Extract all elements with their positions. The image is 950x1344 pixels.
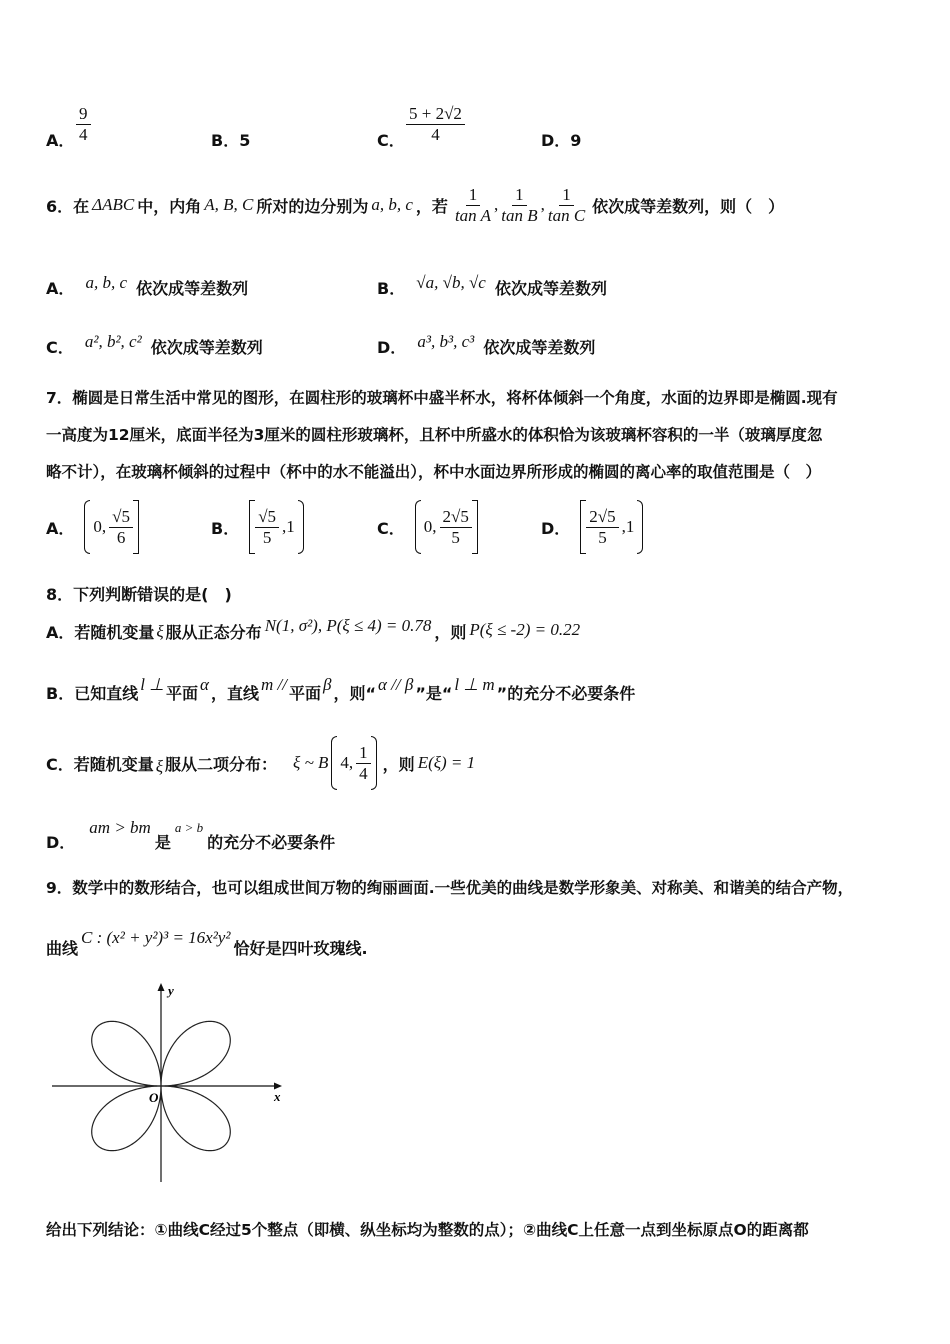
q8-c-m1: ξ ~ B bbox=[293, 753, 329, 772]
y-axis-arrow bbox=[158, 983, 165, 991]
option-label: D． bbox=[377, 338, 407, 357]
q6-option-a bbox=[46, 273, 249, 299]
frac-num: 9 bbox=[76, 104, 91, 125]
option-math: a, b, c bbox=[85, 273, 128, 292]
q8-option-b bbox=[46, 674, 636, 704]
q6-stem: 6．在 ΔABC 中，内角 A, B, C 所对的边分别为 a, b, c ，若 $\frac{1}{\text{tan A}}$ , $\frac{1}{\text{tan B}}$ , $\frac{1}{\text{tan C}}$ 依次成等差数列，则（ ） bbox=[46, 185, 785, 225]
y-axis-label: y bbox=[168, 983, 174, 998]
q6-option-d bbox=[377, 332, 596, 358]
q8-b-t6: ”的充分不必要条件 bbox=[496, 684, 636, 703]
frac-den: 4 bbox=[79, 124, 88, 144]
q8-d-m2: a > b bbox=[174, 819, 204, 835]
q8-b-m1: l ⊥ bbox=[140, 674, 164, 694]
q8-title: 8．下列判断错误的是( ) bbox=[46, 585, 232, 604]
option-text: 依次成等差数列 bbox=[494, 279, 607, 298]
q5-option-c-label: C． bbox=[377, 131, 405, 150]
q6-option-b bbox=[377, 273, 607, 299]
frac-num: 1 bbox=[512, 185, 527, 206]
frac-den: 6 bbox=[116, 527, 126, 547]
q8-b-label: B．已知直线 bbox=[46, 684, 139, 703]
option-label: C． bbox=[377, 518, 405, 538]
q6-triangle: ΔABC bbox=[92, 195, 135, 215]
frac-den: 5 bbox=[262, 527, 272, 547]
option-text: 依次成等差数列 bbox=[136, 279, 249, 298]
q6-option-c bbox=[46, 332, 263, 358]
q8-b-t4: ，则“ bbox=[333, 684, 376, 703]
q7-option-d bbox=[541, 500, 643, 554]
option-label: C． bbox=[46, 338, 74, 357]
q8-a-xi: ξ bbox=[156, 621, 164, 641]
option-lead: 0, bbox=[423, 517, 437, 536]
q8-b-m2: α bbox=[200, 674, 209, 694]
q8-c-label: C．若随机变量 bbox=[46, 754, 154, 774]
q8-a-math2: P(ξ ≤ -2) = 0.22 bbox=[469, 619, 581, 639]
q7-option-c bbox=[377, 500, 478, 554]
q8-d-m1: am > bm bbox=[89, 817, 151, 837]
q7-line1: 7．椭圆是日常生活中常见的图形，在圆柱形的玻璃杯中盛半杯水，将杯体倾斜一个角度，水面的边界即是椭圆.现有 bbox=[46, 389, 838, 407]
q8-c-m3: E(ξ) = 1 bbox=[417, 753, 476, 772]
q8-a-math1: N(1, σ²), P(ξ ≤ 4) = 0.78 bbox=[264, 615, 432, 635]
q8-b-m5: α // β bbox=[377, 674, 414, 694]
option-lead: 0, bbox=[93, 517, 107, 536]
frac-den: tan A bbox=[454, 205, 491, 225]
frac-den: 5 bbox=[451, 527, 460, 547]
q8-b-t2: ，直线 bbox=[210, 684, 259, 703]
q8-b-t3: 平面 bbox=[288, 684, 321, 703]
q8-a-label: A．若随机变量 bbox=[46, 623, 155, 642]
frac-num: 5 + 2√2 bbox=[406, 104, 465, 125]
frac-den: tan B bbox=[501, 205, 538, 225]
q8-b-m4: β bbox=[322, 674, 332, 694]
option-label: B． bbox=[377, 279, 406, 298]
frac-num: 2√5 bbox=[440, 507, 472, 528]
q9-curve-equation: C : (x² + y²)³ = 16x²y² bbox=[81, 927, 231, 947]
q8-option-d bbox=[46, 817, 336, 852]
frac-den: tan C bbox=[547, 205, 586, 225]
x-axis-label: x bbox=[274, 1089, 281, 1104]
q7-line3: 略不计），在玻璃杯倾斜的过程中（杯中的水不能溢出），杯中水面边界所形成的椭圆的离心率的取值范围是（ ） bbox=[46, 463, 822, 481]
frac-den: 5 bbox=[598, 527, 607, 547]
q6-mid2: 所对的边分别为 bbox=[256, 196, 369, 216]
option-label: B． bbox=[211, 518, 240, 538]
q8-a-text2: ，则 bbox=[434, 623, 467, 642]
q5-option-b: B．5 bbox=[211, 131, 251, 150]
q6-sides: a, b, c bbox=[371, 195, 413, 215]
q8-d-label: D． bbox=[46, 833, 76, 852]
q9-line1: 9．数学中的数形结合，也可以组成世间万物的绚丽画面.一些优美的曲线是数学形象美、对称美、和谐美的结合产物， bbox=[46, 879, 854, 897]
q8-b-t5: ”是“ bbox=[415, 684, 453, 703]
option-math: √a, √b, √c bbox=[416, 273, 486, 292]
option-text: 依次成等差数列 bbox=[483, 338, 596, 357]
q8-a-text1: 服从正态分布 bbox=[165, 623, 262, 642]
q9-conclusion: 给出下列结论：①曲线C经过5个整点（即横、纵坐标均为整数的点）；②曲线C上任意一点到坐标原点O的距离都 bbox=[46, 1221, 809, 1239]
q8-option-a bbox=[46, 615, 583, 643]
q7-line2: 一高度为12厘米，底面半径为3厘米的圆柱形玻璃杯，且杯中所盛水的体积恰为该玻璃杯容积的一半（玻璃厚度忽 bbox=[46, 426, 823, 444]
frac-num: √5 bbox=[109, 507, 133, 528]
option-label: A． bbox=[46, 279, 75, 298]
q6-mid1: 中，内角 bbox=[137, 196, 202, 216]
option-math: a², b², c² bbox=[84, 332, 142, 351]
option-tail: ,1 bbox=[282, 517, 295, 536]
option-text: 依次成等差数列 bbox=[150, 338, 263, 357]
frac-num: √5 bbox=[255, 507, 279, 528]
four-leaf-rose-figure bbox=[48, 978, 288, 1188]
q8-c-text1: 服从二项分布： bbox=[165, 754, 278, 774]
q7-stem bbox=[46, 380, 916, 491]
origin-label: O bbox=[149, 1090, 159, 1105]
q9-line2-suffix: 恰好是四叶玫瑰线. bbox=[233, 939, 368, 958]
q9-line2 bbox=[46, 926, 368, 958]
q8-b-t1: 平面 bbox=[166, 684, 199, 703]
q8-b-m6: l ⊥ m bbox=[454, 674, 495, 694]
q6-angles: A, B, C bbox=[204, 195, 254, 215]
q8-b-m3: m // bbox=[260, 674, 287, 694]
q8-c-m2: 4, bbox=[340, 753, 354, 772]
q5-option-c-fraction bbox=[406, 104, 465, 144]
option-label: A． bbox=[46, 518, 75, 538]
option-label: D． bbox=[541, 518, 571, 538]
q5-option-a-fraction bbox=[76, 104, 91, 144]
option-math: a³, b³, c³ bbox=[417, 332, 475, 351]
q7-option-b bbox=[211, 500, 304, 554]
q8-c-xi: ξ bbox=[155, 757, 164, 776]
frac-den: 4 bbox=[359, 763, 368, 783]
frac-den: 4 bbox=[431, 124, 440, 144]
q8-option-c bbox=[46, 736, 478, 790]
frac-num: 1 bbox=[356, 743, 371, 764]
q8-d-t2: 的充分不必要条件 bbox=[207, 833, 336, 852]
q5-option-d: D．9 bbox=[541, 131, 582, 150]
option-tail: ,1 bbox=[621, 517, 635, 536]
q7-option-a bbox=[46, 500, 139, 554]
q6-mid3: ，若 bbox=[415, 196, 448, 216]
q9-line2-prefix: 曲线 bbox=[46, 939, 79, 958]
q5-option-a-label: A． bbox=[46, 131, 75, 150]
q8-c-text2: ，则 bbox=[382, 754, 415, 774]
q6-suffix: 依次成等差数列，则（ ） bbox=[592, 196, 785, 216]
frac-num: 2√5 bbox=[586, 507, 618, 528]
frac-num: 1 bbox=[466, 185, 481, 206]
q6-prefix: 6．在 bbox=[46, 196, 90, 216]
q8-d-t1: 是 bbox=[154, 833, 171, 852]
frac-num: 1 bbox=[559, 185, 574, 206]
